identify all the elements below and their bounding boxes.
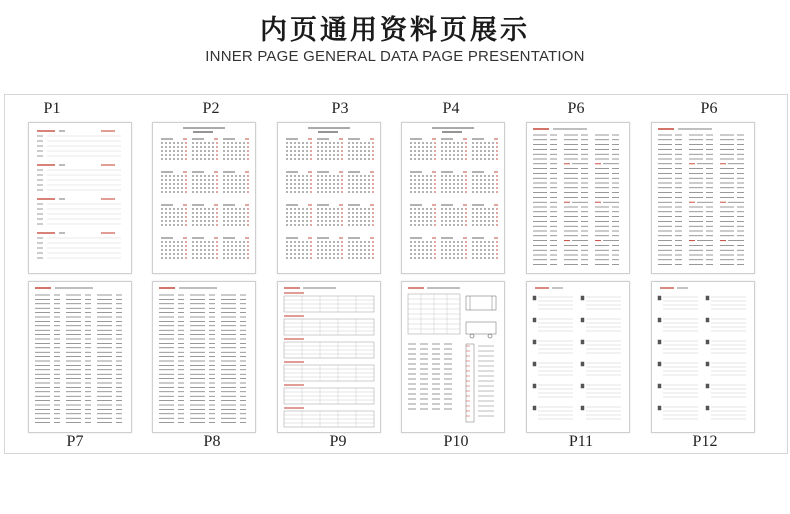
page-miniature — [527, 282, 629, 432]
page-title-chinese: 内页通用资料页展示 — [260, 15, 530, 46]
page-label: P7 — [66, 433, 84, 450]
page-miniature — [527, 123, 629, 273]
page-thumbnail-p9[interactable] — [277, 281, 381, 433]
page-miniature — [153, 123, 255, 273]
page-miniature — [402, 123, 504, 273]
page-label: P2 — [202, 100, 220, 117]
page-thumbnail-p6b[interactable] — [651, 122, 755, 274]
page-miniature — [652, 123, 754, 273]
page-label: P11 — [568, 433, 594, 450]
page-thumbnail-p11[interactable] — [526, 281, 630, 433]
page-thumbnail-p2[interactable] — [152, 122, 256, 274]
page-label: P1 — [43, 100, 61, 117]
page-thumbnail-p8[interactable] — [152, 281, 256, 433]
page-thumbnail-p7[interactable] — [28, 281, 132, 433]
page-miniature — [278, 282, 380, 432]
page-miniature — [402, 282, 504, 432]
page-miniature — [29, 282, 131, 432]
pages-gallery — [4, 94, 788, 454]
page-miniature — [29, 123, 131, 273]
page-label: P10 — [443, 433, 469, 450]
page-title-english: INNER PAGE GENERAL DATA PAGE PRESENTATION — [205, 48, 585, 65]
page-label: P8 — [203, 433, 221, 450]
page-label: P9 — [329, 433, 347, 450]
page-thumbnail-p3[interactable] — [277, 122, 381, 274]
page-thumbnail-p1[interactable] — [28, 122, 132, 274]
page-miniature — [278, 123, 380, 273]
page-label: P6 — [567, 100, 585, 117]
page-thumbnail-p12[interactable] — [651, 281, 755, 433]
page-thumbnail-p10[interactable] — [401, 281, 505, 433]
page-miniature — [153, 282, 255, 432]
page-miniature — [652, 282, 754, 432]
page-label: P3 — [331, 100, 349, 117]
page-label: P6 — [700, 100, 718, 117]
page-thumbnail-p6a[interactable] — [526, 122, 630, 274]
page-label: P4 — [442, 100, 460, 117]
page-thumbnail-p4[interactable] — [401, 122, 505, 274]
page-label: P12 — [692, 433, 718, 450]
